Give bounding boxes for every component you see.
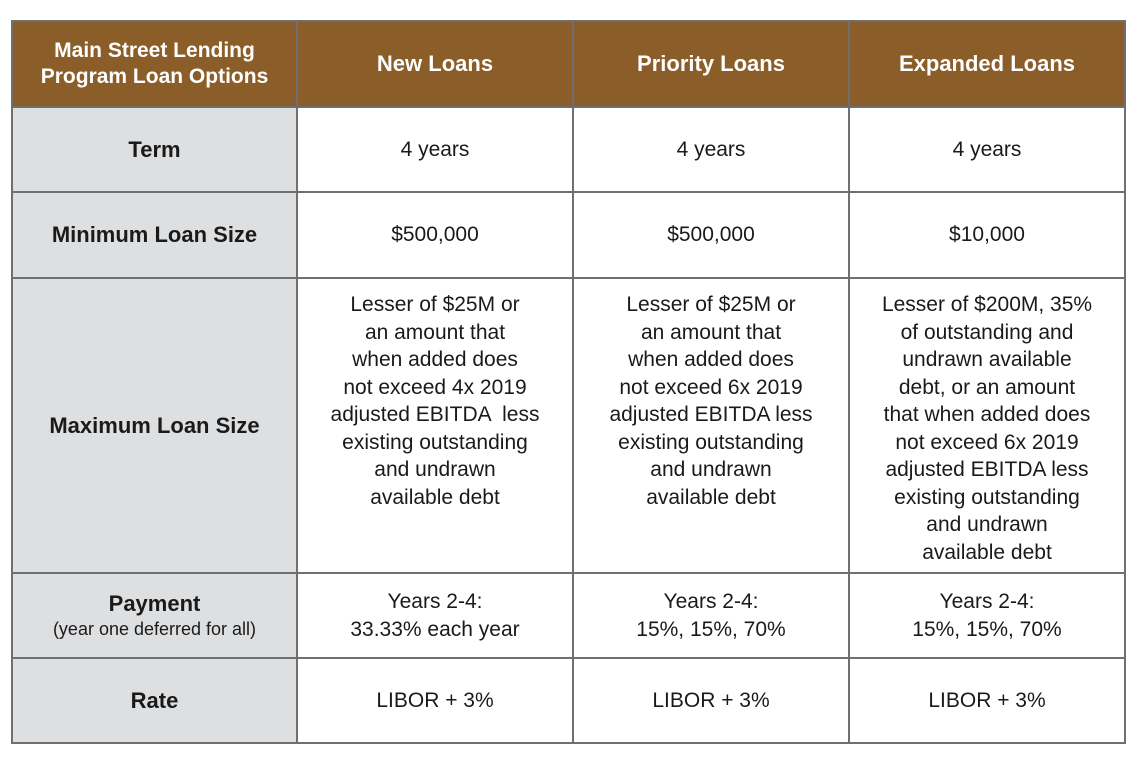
row-label-term: Term — [12, 107, 297, 192]
max-loan-priority-line: adjusted EBITDA less — [609, 403, 813, 426]
max-loan-priority-loans — [573, 278, 849, 573]
max-loan-expanded-line: Lesser of $200M, 35% — [881, 293, 1093, 316]
max-loan-expanded-line: available debt — [922, 540, 1052, 564]
term-priority-loans: 4 years — [573, 107, 849, 192]
payment-priority-line: Years 2-4: — [663, 590, 759, 613]
payment-priority-loans — [573, 573, 849, 658]
header-row — [12, 21, 1125, 107]
max-loan-new-loans — [297, 278, 573, 573]
max-loan-expanded-loans — [849, 278, 1125, 573]
row-label-payment — [12, 573, 297, 658]
max-loan-new-line: when added does — [352, 348, 518, 371]
max-loan-new-line: not exceed 4x 2019 — [343, 375, 527, 399]
max-loan-expanded-line: existing outstanding — [894, 485, 1080, 509]
max-loan-priority-line: Lesser of $25M or — [626, 293, 796, 316]
term-expanded-loans: 4 years — [849, 107, 1125, 192]
table-row-payment — [12, 573, 1125, 658]
row-label-rate: Rate — [12, 658, 297, 743]
rate-priority-loans: LIBOR + 3% — [573, 658, 849, 743]
column-header-expanded-loans: Expanded Loans — [849, 21, 1125, 107]
max-loan-expanded-line: that when added does — [883, 403, 1091, 426]
payment-new-loans — [297, 573, 573, 658]
max-loan-expanded-line: adjusted EBITDA less — [885, 458, 1089, 481]
max-loan-expanded-line: and undrawn — [926, 513, 1048, 536]
payment-priority-line: 15%, 15%, 70% — [636, 617, 786, 641]
term-new-loans: 4 years — [297, 107, 573, 192]
row-label-maximum-loan-size: Maximum Loan Size — [12, 278, 297, 573]
max-loan-new-line: and undrawn — [374, 458, 496, 481]
payment-new-line: 33.33% each year — [350, 617, 520, 641]
table-title-line-2: Program Loan Options — [40, 65, 269, 88]
max-loan-new-line: adjusted EBITDA less — [330, 403, 540, 426]
max-loan-priority-line: and undrawn — [650, 458, 772, 481]
max-loan-priority-line: not exceed 6x 2019 — [619, 375, 803, 399]
max-loan-new-line: existing outstanding — [342, 430, 528, 454]
payment-label: Payment — [108, 590, 201, 616]
column-header-new-loans: New Loans — [297, 21, 573, 107]
max-loan-expanded-line: not exceed 6x 2019 — [895, 430, 1079, 454]
row-label-minimum-loan-size: Minimum Loan Size — [12, 192, 297, 278]
table-row-term — [12, 107, 1125, 192]
max-loan-priority-line: available debt — [646, 485, 776, 509]
max-loan-new-line: available debt — [370, 485, 500, 509]
table-title-line-1: Main Street Lending — [54, 39, 255, 62]
max-loan-new-line: an amount that — [364, 320, 506, 344]
max-loan-priority-line: when added does — [628, 348, 794, 371]
min-loan-priority-loans: $500,000 — [573, 192, 849, 278]
payment-expanded-line: 15%, 15%, 70% — [912, 617, 1062, 641]
column-header-priority-loans: Priority Loans — [573, 21, 849, 107]
min-loan-expanded-loans: $10,000 — [849, 192, 1125, 278]
max-loan-priority-line: existing outstanding — [618, 430, 804, 454]
max-loan-expanded-line: debt, or an amount — [898, 375, 1076, 399]
max-loan-priority-line: an amount that — [640, 320, 782, 344]
max-loan-expanded-line: undrawn available — [902, 348, 1072, 371]
table-title-cell — [12, 21, 297, 107]
max-loan-expanded-line: of outstanding and — [900, 320, 1074, 344]
table-row-rate — [12, 658, 1125, 743]
rate-new-loans: LIBOR + 3% — [297, 658, 573, 743]
max-loan-new-line: Lesser of $25M or — [350, 293, 520, 316]
payment-expanded-loans — [849, 573, 1125, 658]
loan-options-table — [11, 20, 1126, 744]
payment-new-line: Years 2-4: — [387, 590, 483, 613]
payment-sublabel: (year one deferred for all) — [52, 618, 257, 639]
table-row-maximum-loan-size — [12, 278, 1125, 573]
table-row-minimum-loan-size — [12, 192, 1125, 278]
rate-expanded-loans: LIBOR + 3% — [849, 658, 1125, 743]
min-loan-new-loans: $500,000 — [297, 192, 573, 278]
payment-expanded-line: Years 2-4: — [939, 590, 1035, 613]
